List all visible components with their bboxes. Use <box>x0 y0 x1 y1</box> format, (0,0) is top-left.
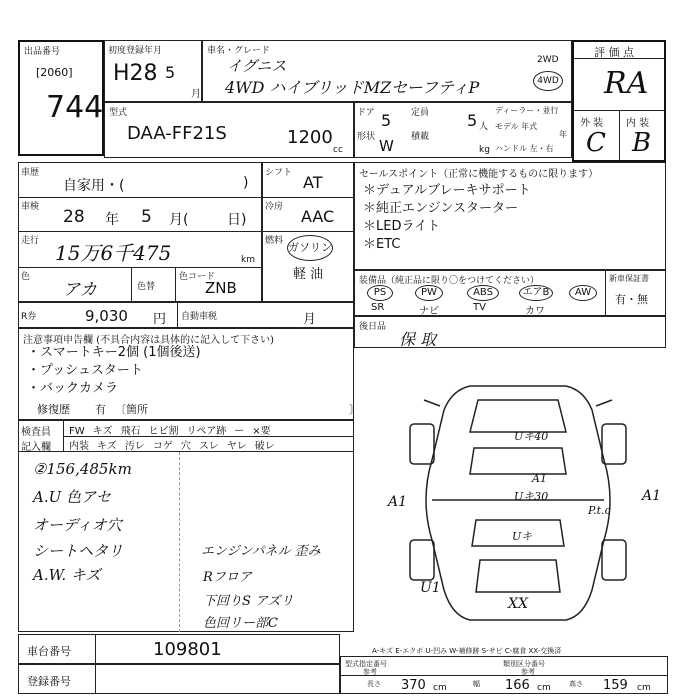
insp-month-unit: 月( <box>169 212 189 228</box>
hand-note-6: エンジンパネル 歪み <box>201 544 321 559</box>
ac-label: 冷房 <box>265 202 284 212</box>
hand-note-8: 下回りS アズリ <box>203 594 294 609</box>
length-unit: cm <box>433 683 447 693</box>
inspector-row-2 <box>65 437 279 452</box>
tax-unit: 月 <box>303 312 317 327</box>
later-value: 保 取 <box>399 330 437 349</box>
load-label: 積載 <box>411 132 430 142</box>
hand-notes-area <box>18 452 354 632</box>
diagram-mark-5: A1 <box>642 488 662 504</box>
drive-2wd: 2WD <box>537 55 559 65</box>
hand-note-2: A.U 色アセ <box>33 488 111 506</box>
fuel-label: 燃料 <box>265 236 284 246</box>
type-ref: 参考 <box>363 668 377 676</box>
eval-label: 評 価 点 <box>594 46 634 59</box>
load-unit: kg <box>479 145 490 155</box>
inspector-label-2: 記入欄 <box>21 442 51 453</box>
sales-label: セールスポイント（正常に機能するものに限ります） <box>359 169 599 180</box>
equip-abs <box>467 285 499 301</box>
reg-month: 5 <box>165 63 176 82</box>
reg-era: H28 <box>113 61 158 86</box>
ins-hole: 穴 <box>180 441 191 452</box>
sales-item-3: ＊LEDライト <box>363 219 441 234</box>
repair-close: 〕 <box>349 403 360 416</box>
ac: AAC <box>301 207 335 226</box>
ins-burn: コゲ <box>152 441 173 452</box>
shape-label: 形状 <box>357 132 376 142</box>
eval-box <box>572 40 666 162</box>
diagram-mark-3: Uキ30 <box>514 490 549 503</box>
hand-note-4: シートヘタリ <box>33 542 124 560</box>
inspector-box <box>18 420 354 452</box>
sales-box <box>354 162 666 270</box>
reg-year-label: 初度登録年月 <box>108 46 163 56</box>
notes-item-3: ・バックカメラ <box>27 381 119 396</box>
reg-year-box <box>104 40 202 102</box>
hand-note-9: 色回リー部C <box>203 616 278 631</box>
equip-sr: SR <box>371 302 385 313</box>
manual-label: 新車保証書 <box>609 274 649 283</box>
model-year-unit: 年 <box>559 130 567 139</box>
ins-fatigue: ヤレ <box>226 441 247 452</box>
notes-box <box>18 328 360 420</box>
insp-year-unit: 年 <box>105 212 119 228</box>
diagram-mark-2: A1 <box>532 472 547 485</box>
length: 370 <box>401 678 426 693</box>
diagram-legend: A-キズ E-エクボ U-凹み W-補修跡 S-サビ C-腐食 XX-交換済 <box>372 647 562 655</box>
equip-pw <box>415 285 443 301</box>
dims-box <box>340 656 668 694</box>
doors: 5 <box>381 111 392 130</box>
color-change-label: 色替 <box>137 282 156 292</box>
equip-tv: TV <box>473 302 486 313</box>
recycle-unit: 円 <box>153 312 167 327</box>
color-label: 色 <box>21 272 31 282</box>
hand-note-5: A.W. キズ <box>33 566 101 584</box>
reg-no-box <box>18 664 340 694</box>
history: 自家用・( <box>63 178 125 194</box>
insp-day-unit: 日) <box>227 212 247 228</box>
width: 166 <box>505 678 530 693</box>
equip-ps <box>367 285 393 301</box>
ins-dirt: 汚レ <box>124 441 145 452</box>
inspector-label-1: 検査員 <box>21 427 51 438</box>
lot-label: 出品番号 <box>24 47 61 57</box>
equip-pw-label: PW <box>421 287 437 298</box>
notes-label: 注意事項申告欄 (不具合内容は具体的に記入して下さい) <box>23 335 274 346</box>
inspection-label: 車検 <box>21 202 40 212</box>
sales-item-2: ＊純正エンジンスターター <box>363 201 518 216</box>
ins-stone: 飛石 <box>120 426 141 437</box>
later-box <box>354 316 666 348</box>
ins-repair: リペア跡 <box>186 426 227 437</box>
chassis-no: 109801 <box>153 639 222 660</box>
notes-item-2: ・プッシュスタート <box>27 363 143 378</box>
model-label: 型式 <box>109 108 128 118</box>
fuel-alt: 軽 油 <box>293 267 324 282</box>
recycle: 9,030 <box>85 307 128 325</box>
diagram-mark-6: P.t.c <box>588 504 611 517</box>
left-info <box>18 162 262 302</box>
ins-interior: 内装 <box>69 441 89 452</box>
interior-score: B <box>632 128 652 158</box>
history-close: ) <box>243 175 249 191</box>
diagram-mark-8: U1 <box>420 580 441 596</box>
equipment-box <box>354 270 666 316</box>
doors-label: ドア <box>357 108 375 118</box>
insp-year: 28 <box>63 207 85 227</box>
shift-label: シフト <box>265 168 293 178</box>
mileage-label: 走行 <box>21 236 40 246</box>
ins-scratch: キズ <box>92 426 113 437</box>
fuel: ガソリン <box>288 241 332 254</box>
shift: AT <box>303 173 323 192</box>
height-unit: cm <box>637 683 651 693</box>
ins-required: ×要 <box>252 426 271 437</box>
ins-int-scratch: キズ <box>97 441 117 452</box>
reg-no-label: 登録番号 <box>27 675 71 688</box>
dealer-label: ディーラー・並行 <box>495 106 559 115</box>
handle-label: ハンドル 左・右 <box>495 144 554 153</box>
interior-label: 内 装 <box>626 118 650 129</box>
ins-tear: 破レ <box>254 441 275 452</box>
ins-fw: FW <box>69 426 85 437</box>
reg-month-unit: 月 <box>191 89 201 100</box>
hand-note-3: オーディオ穴 <box>33 516 122 534</box>
hand-note-7: Rフロア <box>203 570 252 585</box>
equip-navi: ナビ <box>419 306 439 317</box>
chassis-label: 車台番号 <box>27 645 71 658</box>
equipment-label: 装備品（純正品に限り〇をつけてください） <box>359 276 540 286</box>
seats: 5 <box>467 111 478 130</box>
equip-aw <box>569 285 597 301</box>
color-code: ZNB <box>205 279 237 297</box>
notes-item-1: ・スマートキー2個 (1個後送) <box>27 345 201 360</box>
equip-aw-label: AW <box>574 287 592 298</box>
lot-box <box>18 40 104 156</box>
seats-label: 定員 <box>411 108 430 118</box>
seats-unit: 人 <box>479 122 489 132</box>
recycle-label: R券 <box>21 312 37 322</box>
sales-item-1: ＊デュアルブレーキサポート <box>363 183 531 198</box>
mileage: 15万6千475 <box>55 241 172 265</box>
exterior-label: 外 装 <box>580 118 604 129</box>
lot-number: 744 <box>46 90 104 125</box>
hand-note-1: ②156,485km <box>33 460 132 478</box>
diagram-mark-4: A1 <box>388 494 408 510</box>
ins-crack: ヒビ割 <box>148 426 179 437</box>
sales-item-4: ＊ETC <box>363 237 401 252</box>
ins-dash: ー <box>234 426 245 437</box>
ins-wear: スレ <box>198 441 219 452</box>
equip-airbag-label: エアB <box>522 287 550 298</box>
lot-sub: [2060] <box>36 66 73 79</box>
repair-value: 有 <box>95 403 106 416</box>
mileage-unit: km <box>241 255 255 265</box>
color: アカ <box>63 280 97 300</box>
exterior-score: C <box>586 128 606 158</box>
height-label: 高さ <box>569 680 583 688</box>
equip-leather: カワ <box>525 306 545 317</box>
cc-unit: cc <box>333 145 343 155</box>
width-unit: cm <box>537 683 551 693</box>
class-ref: 参考 <box>521 668 535 676</box>
length-label: 長さ <box>367 680 381 688</box>
car-name-label: 車名・グレード <box>207 46 271 56</box>
car-name: イグニス <box>227 57 287 75</box>
drive-4wd-circle <box>533 71 563 91</box>
eval-score: RA <box>604 66 649 101</box>
fuel-circle <box>287 235 333 261</box>
shift-box <box>262 162 354 302</box>
diagram-mark-1: Uキ40 <box>514 430 549 443</box>
model-year-label: モデル 年式 <box>495 122 538 131</box>
manual-value: 有・無 <box>615 293 648 306</box>
chassis-box <box>18 634 340 664</box>
diagram-mark-7: Uキ <box>512 530 533 543</box>
repair-bracket: 〔箇所 <box>115 403 148 416</box>
equip-airbag <box>519 285 553 301</box>
model: DAA-FF21S <box>127 123 227 144</box>
drive-4wd: 4WD <box>537 76 559 86</box>
diagram-mark-9: XX <box>508 596 528 612</box>
height: 159 <box>603 678 628 693</box>
equip-abs-label: ABS <box>473 287 493 298</box>
equip-ps-label: PS <box>373 287 387 298</box>
width-label: 幅 <box>473 680 480 688</box>
repair-label: 修復歴 <box>37 403 70 416</box>
car-grade: 4WD ハイブリッドMZセーフティP <box>225 78 480 97</box>
model-box <box>104 102 354 158</box>
recycle-box <box>18 302 354 328</box>
color-code-label: 色コード <box>179 272 216 282</box>
insp-month: 5 <box>141 207 152 227</box>
type-label: 型式指定番号 <box>345 660 387 668</box>
doors-box <box>354 102 572 158</box>
later-label: 後日品 <box>359 322 387 332</box>
cc: 1200 <box>287 127 333 148</box>
inspector-row-1 <box>65 422 275 437</box>
history-label: 車歴 <box>21 168 40 178</box>
car-name-box <box>202 40 572 102</box>
tax-label: 自動車税 <box>181 312 218 322</box>
class-label: 類別区分番号 <box>503 660 545 668</box>
shape: W <box>379 137 394 155</box>
